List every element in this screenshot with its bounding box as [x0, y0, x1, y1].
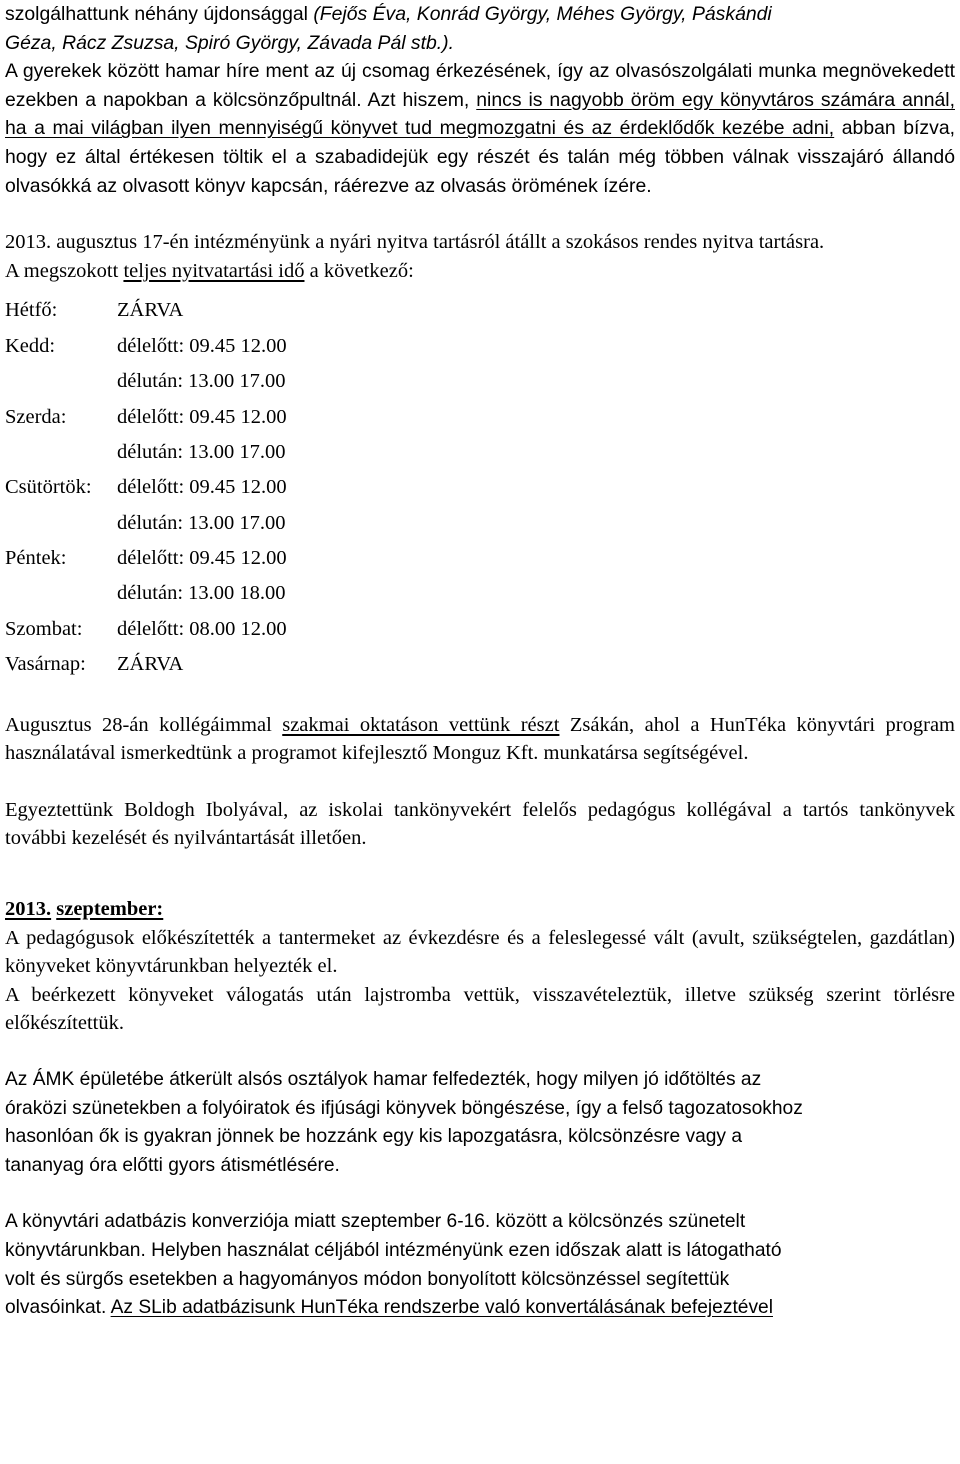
schedule-day [5, 364, 117, 399]
amk-line: tananyag óra előtti gyors átismétlésére. [5, 1154, 340, 1176]
schedule-time: délelőtt: 09.45 12.00 [117, 547, 287, 570]
schedule-row [5, 364, 955, 399]
conversion-line: A könyvtári adatbázis konverziója miatt szeptember 6-16. között a kölcsönzés szünetelt [5, 1211, 746, 1233]
conversion-paragraph [5, 1208, 955, 1322]
schedule-day [5, 435, 117, 470]
schedule-day [5, 506, 117, 541]
amk-line: Az ÁMK épületébe átkerült alsós osztályok hamar felfedezték, hogy milyen jó időtöltés az [5, 1068, 762, 1090]
conversion-underlined: Az SLib adatbázisunk HunTéka rendszerbe való konvertálásának befejeztével [110, 1297, 773, 1319]
schedule-day: Kedd: [5, 334, 56, 357]
heading-month: szeptember: [56, 898, 164, 921]
document-page [5, 0, 955, 1323]
schedule-row [5, 329, 955, 364]
schedule-row [5, 612, 955, 647]
author-list-1: (Fejős Éva, Konrád György, Méhes György, Páskándi [313, 3, 772, 25]
schedule-day: Csütörtök: [5, 476, 92, 499]
amk-line: hasonlóan ők is gyakran jönnek be hozzánk egy kis lapozgatásra, kölcsönzésre vagy a [5, 1126, 743, 1148]
hours-intro [5, 257, 955, 286]
schedule-row [5, 400, 955, 435]
author-list-2: Géza, Rácz Zsuzsa, Spiró György, Závada Pál stb.). [5, 31, 455, 54]
schedule-time: délelőtt: 09.45 12.00 [117, 405, 287, 428]
lending-text-3: abban bízva, hogy ez által értékesen töltik el a szabadidejük egy részét és talán még többen válnak visszajáró állandó olvasókká az olvasott könyv kapcsán, ráérezve az olvasás örömének ízére. [5, 117, 955, 197]
lending-text-2: Azt hiszem, [367, 88, 477, 111]
schedule-day: Szerda: [5, 405, 67, 428]
schedule-day: Hétfő: [5, 299, 58, 322]
conversion-line: könyvtárunkban. Helyben használat céljából intézményünk ezen időszak alatt is látogatható [5, 1239, 782, 1261]
heading-year: 2013. [5, 898, 52, 921]
september-paragraph-1: A pedagógusok előkészítették a tantermeket az évkezdésre és a feleslegessé vált (avult, szükségtelen, gazdátlan) könyveket könyvtárunkban helyezték el. [5, 926, 955, 978]
schedule-day: Vasárnap: [5, 653, 86, 676]
amk-line: óraközi szünetekben a folyóiratok és ifjúsági könyvek böngészése, így a felső tagozatosokhoz [5, 1097, 803, 1119]
hours-intro-underlined: teljes nyitvatartási idő [123, 259, 305, 282]
conversion-text: olvasóinkat. [5, 1297, 111, 1319]
schedule-time: ZÁRVA [117, 653, 184, 676]
schedule-time: délután: 13.00 17.00 [117, 370, 286, 393]
hours-intro-text-2: a következő: [304, 259, 414, 282]
intro-text: szolgálhattunk néhány újdonsággal [5, 3, 314, 25]
conversion-line: volt és sürgős esetekben a hagyományos módon bonyolított kölcsönzéssel segítettük [5, 1268, 730, 1290]
schedule-row [5, 293, 955, 328]
intro-paragraph [5, 0, 955, 57]
schedule-time: délelőtt: 09.45 12.00 [117, 476, 287, 499]
amk-paragraph [5, 1066, 955, 1180]
schedule-time: délelőtt: 08.00 12.00 [117, 617, 287, 640]
schedule-day: Péntek: [5, 547, 67, 570]
schedule-time: délután: 13.00 17.00 [117, 511, 286, 534]
schedule-day [5, 576, 117, 611]
schedule-time: délelőtt: 09.45 12.00 [117, 334, 287, 357]
lending-paragraph [5, 57, 955, 200]
schedule-day: Szombat: [5, 617, 83, 640]
schedule-time: délután: 13.00 18.00 [117, 582, 286, 605]
textbooks-paragraph: Egyeztettünk Boldogh Ibolyával, az iskolai tankönyvekért felelős pedagógus kollégával a tartós tankönyvek további kezelését és nyilvántartását illetően. [5, 798, 955, 850]
hours-intro-text: A megszokott [5, 259, 124, 282]
schedule-time: ZÁRVA [117, 299, 184, 322]
september-heading [5, 895, 955, 924]
conversion-line [5, 1294, 955, 1323]
opening-hours-schedule [5, 293, 955, 682]
training-text-2: Zsákán, ahol a HunTéka könyvtári program használatával ismerkedtünk a programot kifejlesztő Monguz Kft. munkatársa segítségével. [5, 713, 955, 765]
schedule-time: délután: 13.00 17.00 [117, 440, 286, 463]
training-text: Augusztus 28-án kollégáimmal [5, 713, 283, 736]
schedule-row [5, 647, 955, 682]
schedule-row [5, 435, 955, 470]
schedule-row [5, 576, 955, 611]
schedule-row [5, 506, 955, 541]
schedule-row [5, 541, 955, 576]
training-paragraph [5, 711, 955, 768]
hours-change: 2013. augusztus 17-én intézményünk a nyári nyitva tartásról átállt a szokásos rendes nyitva tartásra. [5, 231, 825, 254]
lending-text: A gyerekek között hamar híre ment az új csomag érkezésének, így az olvasószolgálati munka megnövekedett ezekben a napokban a kölcsönzőpultnál. [5, 60, 955, 111]
september-paragraph-2: A beérkezett könyveket válogatás után lajstromba vettük, visszavételeztük, illetve szükség szerint törlésre előkészítettük. [5, 983, 955, 1035]
lending-underlined: nincs is nagyobb öröm egy könyvtáros számára annál, ha a mai világban ilyen mennyiségű könyvet tud megmozgatni és az érdeklődők kezébe adni, [5, 88, 955, 140]
schedule-row [5, 470, 955, 505]
training-underlined: szakmai oktatáson vettünk részt [282, 713, 560, 736]
